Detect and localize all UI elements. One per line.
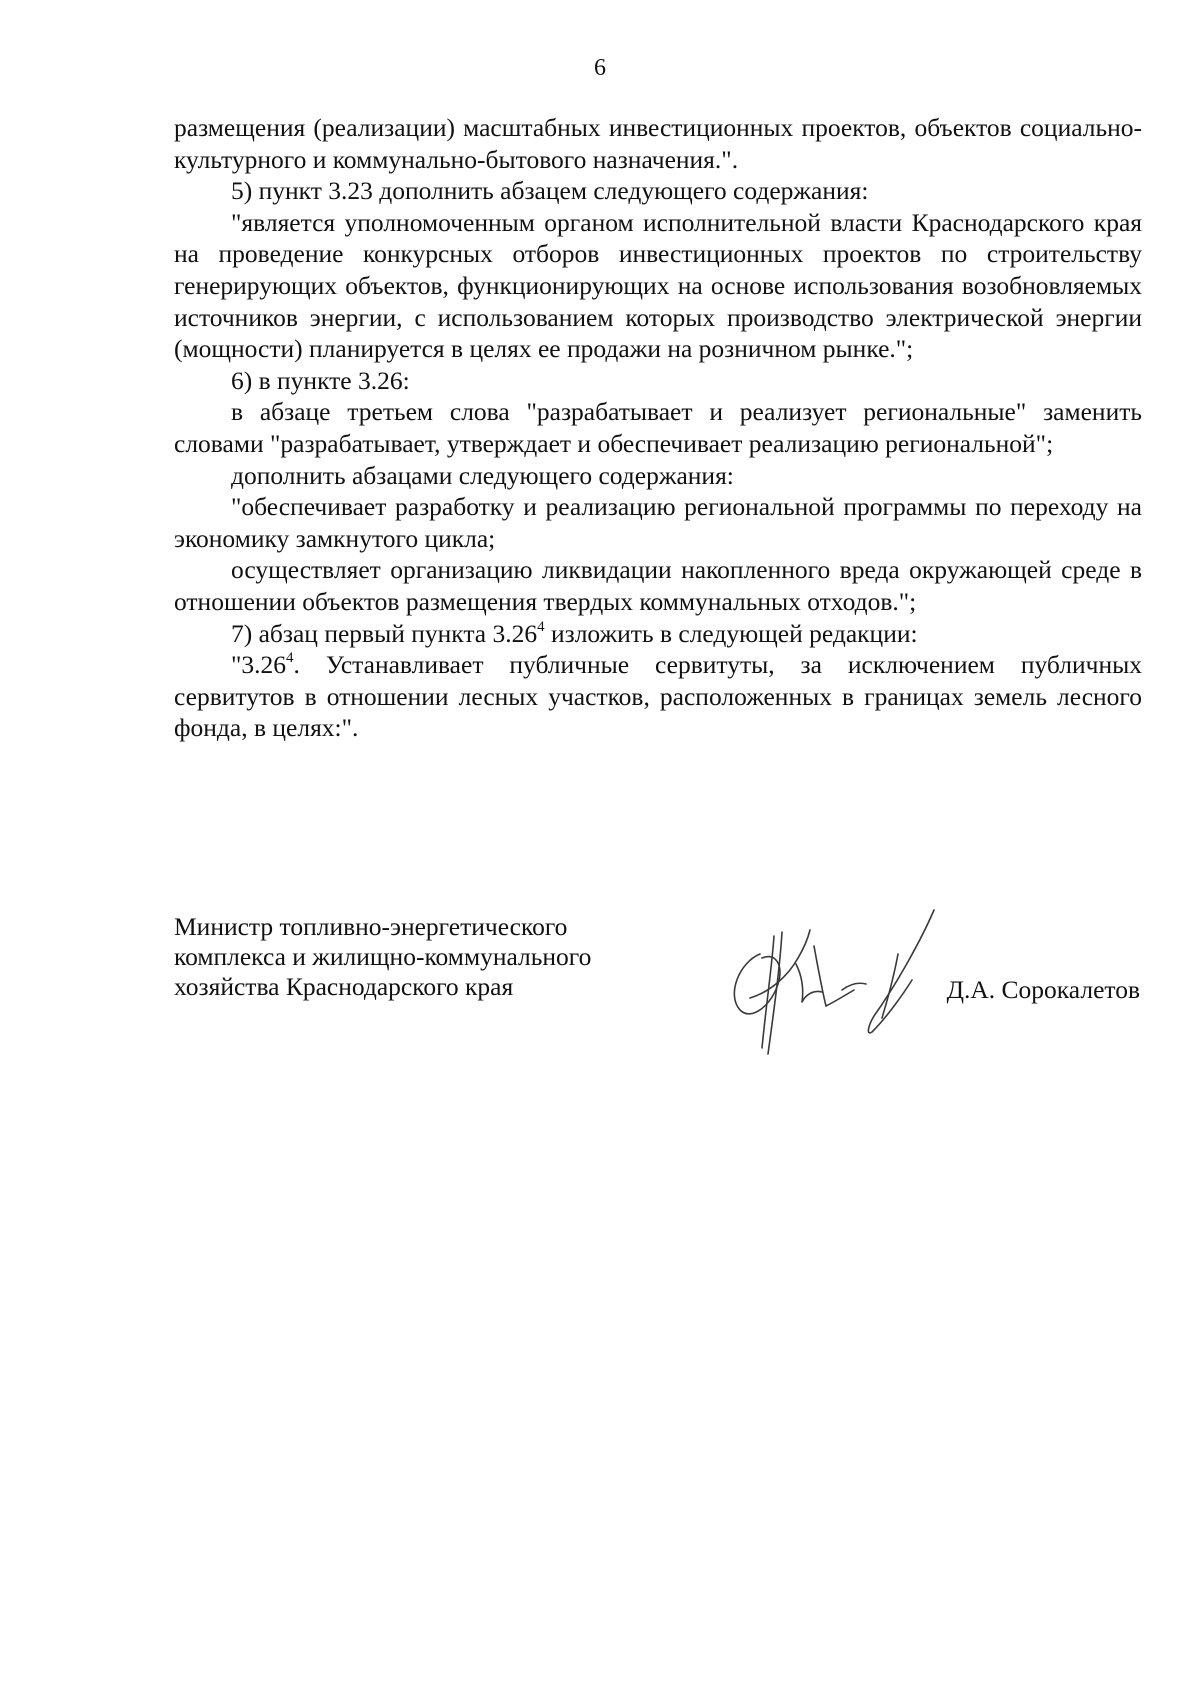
superscript: 4 [537,618,545,635]
paragraph-item-6-quote-2: осуществляет организацию ликвидации накопленного вреда окружающей среде в отношении объектов размещения твердых коммунальных отходов."; [174,555,1142,616]
signatory-title [174,912,694,1002]
paragraph-item-7-quote-text: "3.26 [231,650,287,680]
paragraph-item-5-quote: "является уполномоченным органом исполнительной власти Краснодарского края на проведение конкурсных отборов инвестиционных проектов по строительству генерирующих объектов, функционирующих на основе использования возобновляемых источников энергии, с использованием которых производство электрической энергии (мощности) планируется в целях ее продажи на розничном рынке."; [174,207,1142,364]
paragraph-item-7-quote-text-end: . Устанавливает публичные сервитуты, за исключением публичных сервитутов в отношении лесных участков, расположенных в границах земель лесного фонда, в целях:". [174,650,1142,743]
signatory-name: Д.А. Сорокалетов [946,975,1140,1004]
paragraph-item-5: 5) пункт 3.23 дополнить абзацем следующего содержания: [231,176,869,206]
superscript: 4 [286,650,294,667]
paragraph-item-6-replace: в абзаце третьем слова "разрабатывает и реализует региональные" заменить словами "разрабатывает, утверждает и обеспечивает реализацию региональной"; [174,397,1142,458]
paragraph-item-7-text-end: изложить в следующей редакции: [544,618,918,648]
document-body [174,112,1142,744]
signatory-title-line: хозяйства Краснодарского края [174,972,514,1001]
paragraph-continuation: размещения (реализации) масштабных инвестиционных проектов, объектов социально-культурного и коммунально-бытового назначения.". [174,113,1142,174]
page-number: 6 [594,55,606,81]
paragraph-item-7-text: 7) абзац первый пункта 3.26 [231,618,538,648]
paragraph-item-6-supplement: дополнить абзацами следующего содержания: [231,460,734,490]
paragraph-item-6: 6) в пункте 3.26: [231,365,410,395]
handwritten-signature [722,906,952,1066]
signatory-title-line: комплекса и жилищно-коммунального [174,942,592,971]
paragraph-item-7 [174,618,1142,650]
paragraph-item-6-quote-1: "обеспечивает разработку и реализацию региональной программы по переходу на экономику замкнутого цикла; [174,492,1142,553]
signatory-title-line: Министр топливно-энергетического [174,912,568,941]
paragraph-item-7-quote [174,649,1142,744]
signature-block [174,912,1142,1072]
